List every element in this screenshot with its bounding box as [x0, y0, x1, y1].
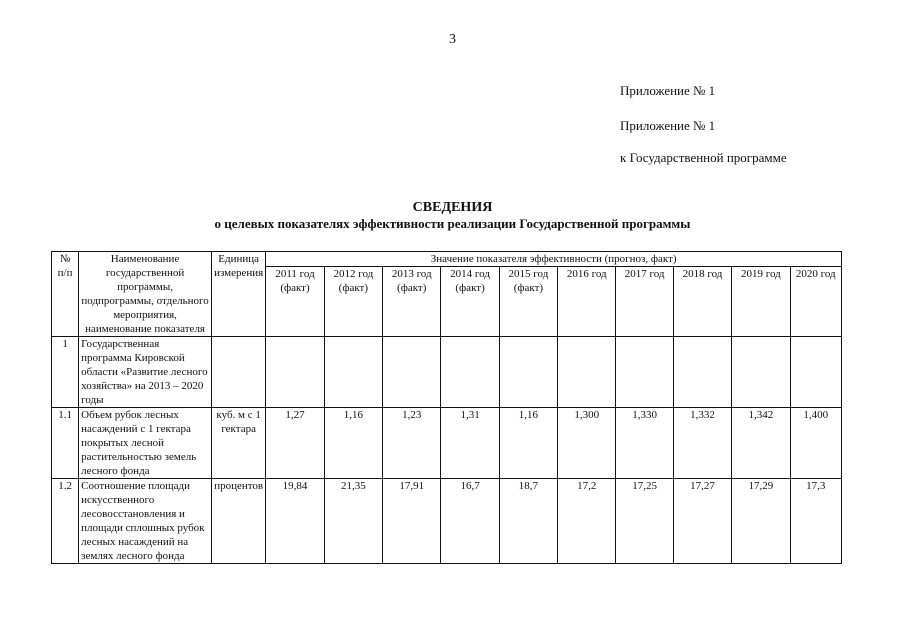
header-unit: Единица измерения: [211, 252, 265, 337]
title-main: СВЕДЕНИЯ: [412, 200, 493, 215]
header-num: № п/п: [52, 252, 79, 337]
row-value: 18,7: [499, 479, 557, 564]
row-value: 16,7: [441, 479, 499, 564]
title-subtitle: о целевых показателях эффективности реализации Государственной программы: [214, 216, 691, 231]
row-num: 1: [52, 337, 79, 408]
row-value: [732, 337, 790, 408]
row-name: Соотношение площади искусственного лесовосстановления и площади сплошных рубок лесных насаждений на землях лесного фонда: [79, 479, 212, 564]
header-year: 2019 год: [732, 267, 790, 337]
row-unit: процентов: [211, 479, 265, 564]
appendix-reference: к Государственной программе: [620, 150, 787, 165]
row-name: Объем рубок лесных насаждений с 1 гектара покрытых лесной растительностью земель лесного фонда: [79, 408, 212, 479]
row-value: 1,342: [732, 408, 790, 479]
row-value: 1,27: [266, 408, 324, 479]
page-number: 3: [449, 32, 456, 47]
row-value: [499, 337, 557, 408]
header-year: 2011 год (факт): [266, 267, 324, 337]
row-value: 1,330: [616, 408, 673, 479]
row-value: 1,31: [441, 408, 499, 479]
header-year: 2013 год (факт): [383, 267, 441, 337]
row-num: 1.2: [52, 479, 79, 564]
row-unit: [211, 337, 265, 408]
header-values-group: Значение показателя эффективности (прогноз, факт): [266, 252, 842, 267]
row-value: 17,25: [616, 479, 673, 564]
row-value: 17,27: [673, 479, 731, 564]
table-row: [52, 479, 842, 564]
row-value: 1,16: [499, 408, 557, 479]
row-value: [266, 337, 324, 408]
row-name: Государственная программа Кировской области «Развитие лесного хозяйства» на 2013 – 2020 годы: [79, 337, 212, 408]
header-year: 2016 год: [558, 267, 616, 337]
row-value: 1,300: [558, 408, 616, 479]
row-unit: куб. м с 1 гектара: [211, 408, 265, 479]
row-value: 19,84: [266, 479, 324, 564]
row-value: [441, 337, 499, 408]
row-value: 21,35: [324, 479, 382, 564]
row-value: 17,29: [732, 479, 790, 564]
appendix-label: Приложение № 1: [620, 83, 716, 98]
table-row: [52, 337, 842, 408]
header-year: 2018 год: [673, 267, 731, 337]
header-year: 2014 год (факт): [441, 267, 499, 337]
table-header-row: [52, 252, 842, 267]
header-year: 2012 год (факт): [324, 267, 382, 337]
indicators-table: [51, 251, 842, 564]
row-value: [616, 337, 673, 408]
row-value: [558, 337, 616, 408]
header-year: 2017 год: [616, 267, 673, 337]
row-value: 1,16: [324, 408, 382, 479]
row-value: 17,91: [383, 479, 441, 564]
row-value: 1,23: [383, 408, 441, 479]
row-value: [383, 337, 441, 408]
row-num: 1.1: [52, 408, 79, 479]
row-value: 17,3: [790, 479, 841, 564]
document-title: [0, 200, 905, 232]
row-value: [673, 337, 731, 408]
header-year: 2020 год: [790, 267, 841, 337]
row-value: 1,332: [673, 408, 731, 479]
header-year: 2015 год (факт): [499, 267, 557, 337]
row-value: 17,2: [558, 479, 616, 564]
header-name: Наименование государственной программы, подпрограммы, отдельного мероприятия, наименование показателя: [79, 252, 212, 337]
row-value: [790, 337, 841, 408]
row-value: [324, 337, 382, 408]
row-value: 1,400: [790, 408, 841, 479]
appendix-label: Приложение № 1: [620, 118, 716, 133]
table-row: [52, 408, 842, 479]
